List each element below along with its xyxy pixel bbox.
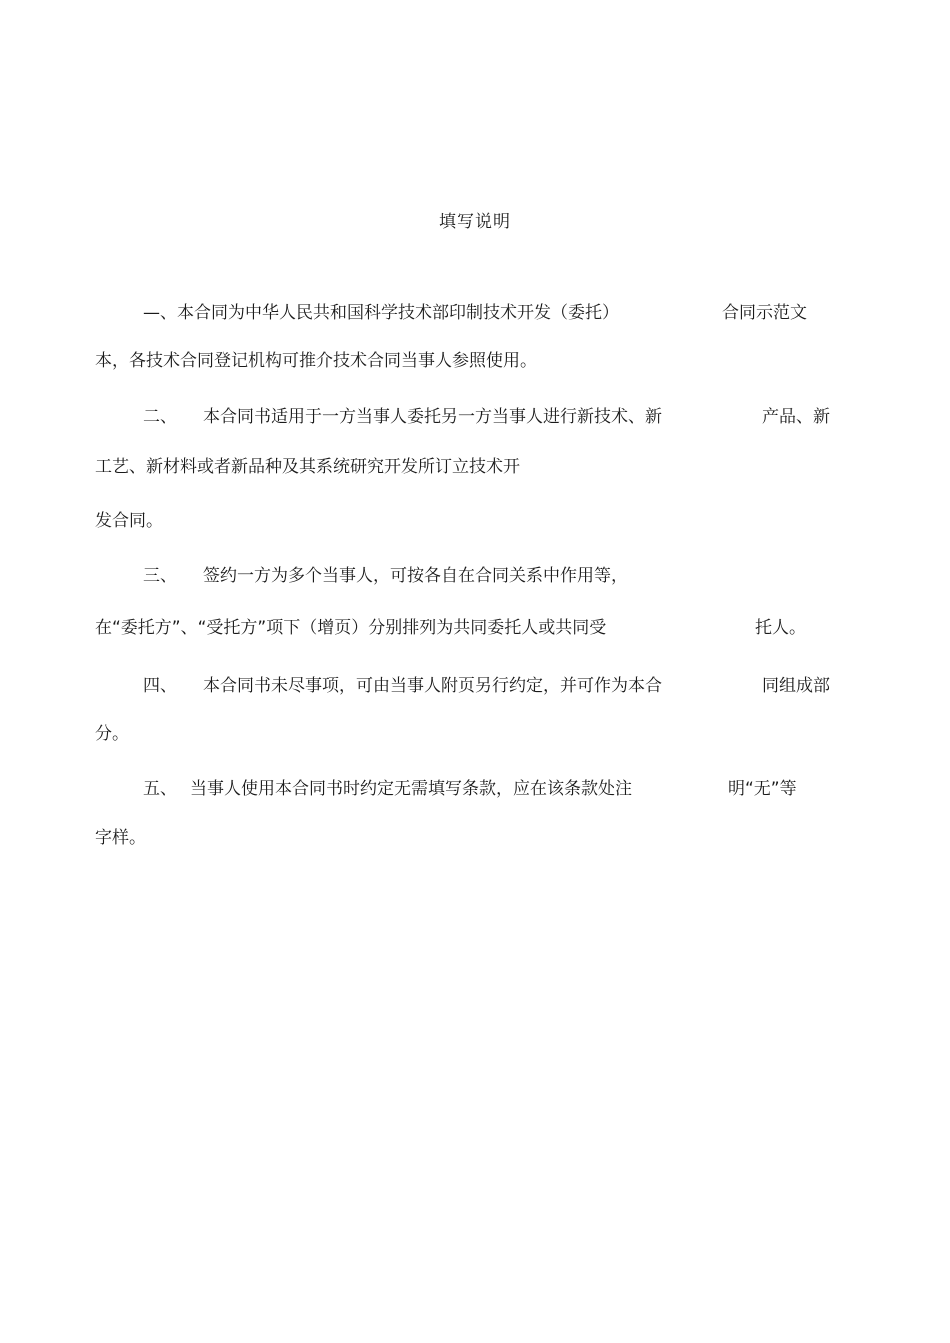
item-5-number: 五、 (143, 779, 177, 799)
item-3-line-2-part-a: 在“委托方”、“受托方”项下（增页）分别排列为共同委托人或共同受 (95, 618, 607, 638)
document-title: 填写说明 (439, 212, 511, 232)
item-1-line-1-part-a: —、本合同为中华人民共和国科学技术部印制技术开发（委托） (143, 303, 619, 323)
item-5-line-1-part-c: 明“无”等 (728, 779, 797, 799)
item-5-line-2: 字样。 (95, 828, 146, 848)
item-2-number: 二、 (143, 407, 177, 427)
item-3-line-2-part-b: 托人。 (755, 618, 806, 638)
item-4-line-2: 分。 (95, 724, 129, 744)
item-2-line-2: 工艺、新材料或者新品种及其系统研究开发所订立技术开 (95, 457, 520, 477)
item-1-line-1-part-b: 合同示范文 (722, 303, 807, 323)
item-3-number: 三、 (143, 566, 177, 586)
item-5-line-1-part-b: 当事人使用本合同书时约定无需填写条款，应在该条款处注 (190, 779, 632, 799)
item-1-line-2: 本，各技术合同登记机构可推介技术合同当事人参照使用。 (95, 351, 537, 371)
item-2-line-1-part-c: 产品、新 (762, 407, 830, 427)
item-2-line-3: 发合同。 (95, 511, 163, 531)
item-3-line-1: 签约一方为多个当事人，可按各自在合同关系中作用等， (203, 566, 628, 586)
item-4-number: 四、 (143, 676, 177, 696)
item-4-line-1-part-b: 本合同书未尽事项，可由当事人附页另行约定，并可作为本合 (203, 676, 662, 696)
item-4-line-1-part-c: 同组成部 (762, 676, 830, 696)
item-2-line-1-part-b: 本合同书适用于一方当事人委托另一方当事人进行新技术、新 (203, 407, 662, 427)
